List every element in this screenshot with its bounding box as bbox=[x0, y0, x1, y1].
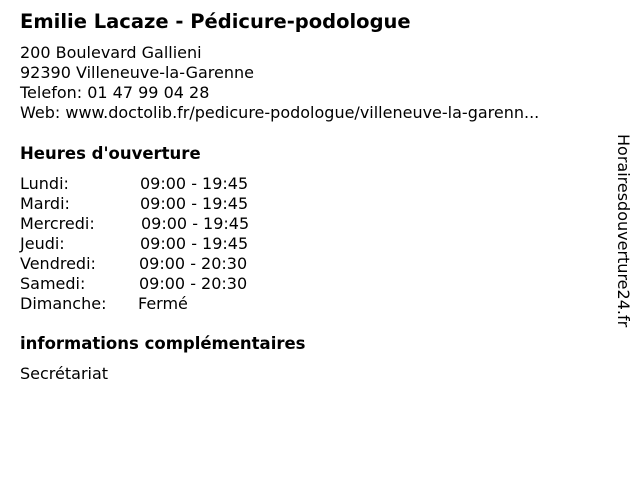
additional-info-value: Secrétariat bbox=[20, 364, 109, 383]
page-title: Emilie Lacaze - Pédicure-podologue bbox=[20, 10, 411, 33]
day-label: Jeudi: bbox=[20, 234, 65, 253]
address-city: 92390 Villeneuve-la-Garenne bbox=[20, 63, 254, 82]
time-value: 09:00 - 20:30 bbox=[139, 254, 248, 273]
time-value: 09:00 - 20:30 bbox=[139, 274, 248, 293]
phone-line: Telefon: 01 47 99 04 28 bbox=[20, 83, 210, 102]
day-label: Mardi: bbox=[20, 194, 70, 213]
address-block bbox=[20, 43, 539, 123]
day-label: Mercredi: bbox=[20, 214, 95, 233]
time-value: 09:00 - 19:45 bbox=[140, 234, 249, 253]
web-line: Web: www.doctolib.fr/pedicure-podologue/villeneuve-la-garenn... bbox=[20, 103, 540, 122]
time-value: Fermé bbox=[138, 294, 188, 313]
time-value: 09:00 - 19:45 bbox=[140, 194, 249, 213]
site-brand-watermark: Horairesdouverture24.fr bbox=[614, 134, 633, 328]
day-label: Samedi: bbox=[20, 274, 86, 293]
address-street: 200 Boulevard Gallieni bbox=[20, 43, 202, 62]
opening-hours-heading: Heures d'ouverture bbox=[20, 144, 201, 163]
day-label: Lundi: bbox=[20, 174, 69, 193]
additional-info-heading: informations complémentaires bbox=[20, 334, 306, 353]
day-label: Vendredi: bbox=[20, 254, 96, 273]
time-value: 09:00 - 19:45 bbox=[140, 174, 249, 193]
day-label: Dimanche: bbox=[20, 294, 107, 313]
time-value: 09:00 - 19:45 bbox=[141, 214, 250, 233]
